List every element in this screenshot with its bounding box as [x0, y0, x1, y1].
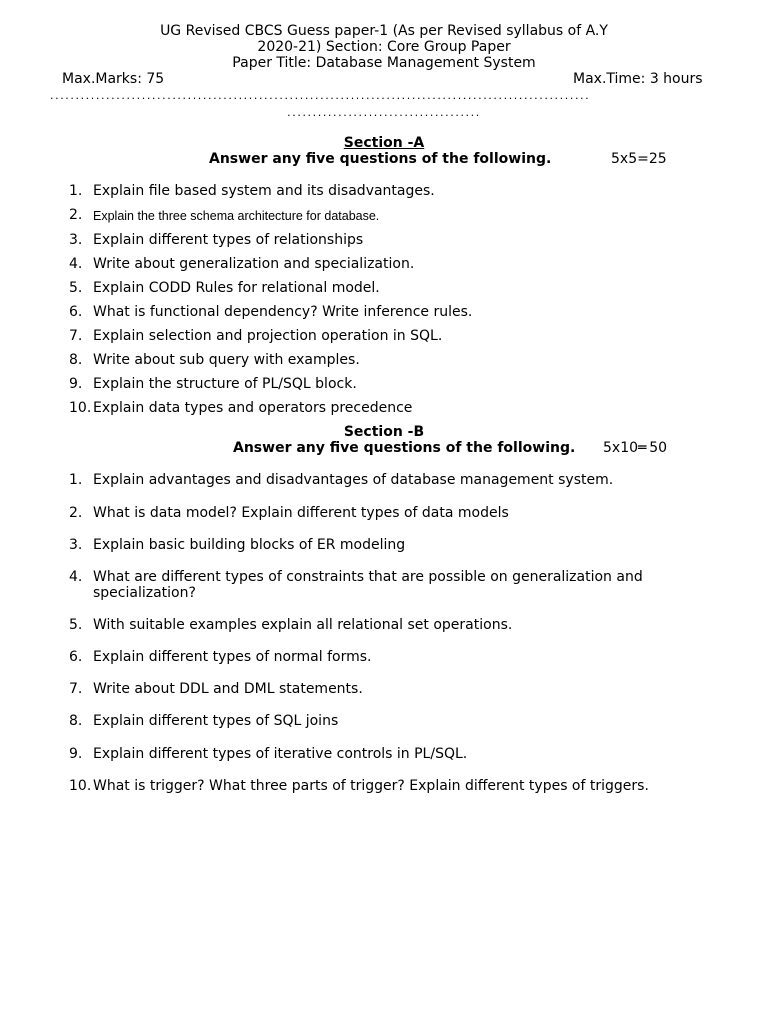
dotted-separator-continued: ...................................... — [287, 106, 481, 119]
question-number: 7. — [69, 681, 83, 697]
question-text: Explain different types of iterative controls in PL/SQL. — [93, 746, 468, 762]
question-text: Explain file based system and its disadvantages. — [93, 183, 435, 199]
question-number: 3. — [69, 232, 83, 248]
question-text: Explain advantages and disadvantages of database management system. — [93, 472, 614, 488]
question-text: Explain different types of normal forms. — [93, 649, 372, 665]
max-time: Max.Time: 3 hours — [573, 71, 703, 87]
question-number: 2. — [69, 207, 83, 223]
question-text: What are different types of constraints that are possible on generalization and specialization? — [93, 569, 643, 601]
question-text: What is data model? Explain different types of data models — [93, 505, 509, 521]
section-b-title: Section -B — [343, 424, 425, 440]
question-text: What is functional dependency? Write inference rules. — [93, 304, 473, 320]
question-text: Write about generalization and specialization. — [93, 256, 415, 272]
question-number: 3. — [69, 537, 83, 553]
question-number: 7. — [69, 328, 83, 344]
question-text: Explain CODD Rules for relational model. — [93, 280, 380, 296]
question-text: Explain the structure of PL/SQL block. — [93, 376, 357, 392]
question-number: 2. — [69, 505, 83, 521]
section-b-marks: 5x10═ 50 — [603, 440, 668, 456]
question-number: 5. — [69, 280, 83, 296]
question-number: 9. — [69, 746, 83, 762]
question-number: 10. — [69, 778, 92, 794]
question-text: Explain selection and projection operation in SQL. — [93, 328, 443, 344]
question-number: 8. — [69, 352, 83, 368]
question-number: 4. — [69, 256, 83, 272]
question-text: Write about DDL and DML statements. — [93, 681, 363, 697]
question-number: 8. — [69, 713, 83, 729]
section-a-title: Section -A — [343, 135, 425, 151]
section-a-marks: 5x5=25 — [611, 151, 667, 167]
question-number: 10. — [69, 400, 92, 416]
section-b-instruction: Answer any five questions of the following. — [233, 440, 576, 456]
paper-title: Paper Title: Database Management System — [232, 55, 536, 71]
question-text: With suitable examples explain all relational set operations. — [93, 617, 513, 633]
question-number: 6. — [69, 649, 83, 665]
header-line-1: UG Revised CBCS Guess paper-1 (As per Revised syllabus of A.Y — [160, 23, 608, 39]
question-text: Write about sub query with examples. — [93, 352, 360, 368]
question-text: Explain different types of SQL joins — [93, 713, 339, 729]
question-number: 4. — [69, 569, 83, 585]
question-number: 6. — [69, 304, 83, 320]
question-text: Explain the three schema architecture for database. — [93, 209, 380, 223]
question-text: Explain different types of relationships — [93, 232, 364, 248]
header-line-2: 2020-21) Section: Core Group Paper — [257, 39, 511, 55]
dotted-separator: .......................................................................................................... — [50, 90, 591, 102]
question-text: Explain basic building blocks of ER modeling — [93, 537, 406, 553]
question-number: 1. — [69, 183, 83, 199]
question-text: What is trigger? What three parts of trigger? Explain different types of triggers. — [93, 778, 649, 794]
question-number: 9. — [69, 376, 83, 392]
max-marks: Max.Marks: 75 — [62, 71, 165, 87]
question-number: 5. — [69, 617, 83, 633]
question-number: 1. — [69, 472, 83, 488]
question-text: Explain data types and operators precedence — [93, 400, 413, 416]
section-a-instruction: Answer any five questions of the following. — [209, 151, 552, 167]
